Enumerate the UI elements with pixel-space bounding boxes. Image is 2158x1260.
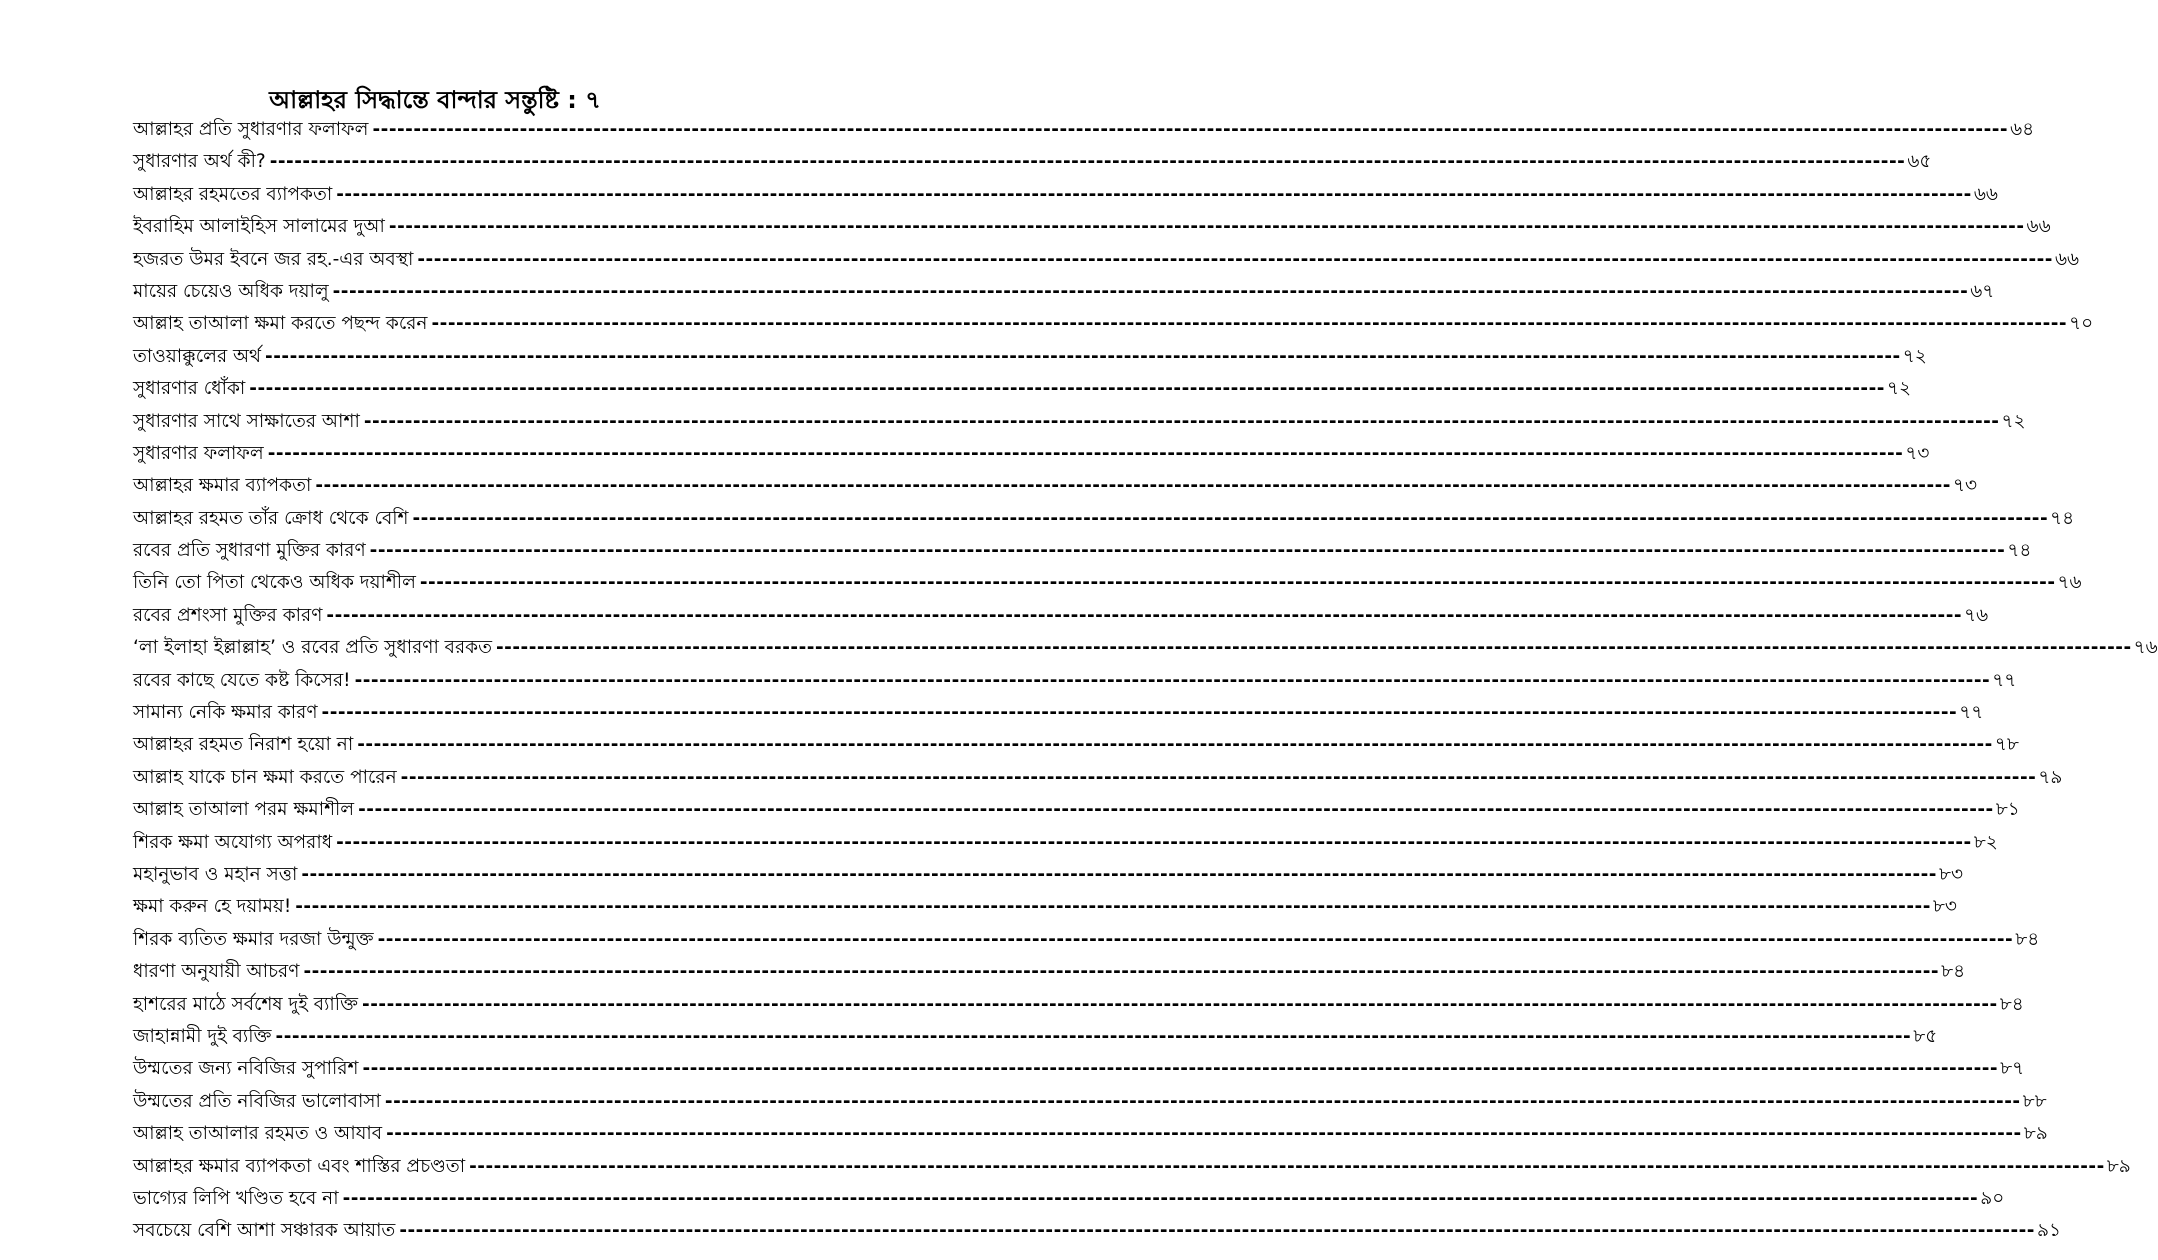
toc-leader-dashes: -------------------------------------------------------------------------------------------------------------------------------------------------------------------------------------------------------- (417, 248, 2053, 270)
toc-entry-title: সুধারণার অর্থ কী? (133, 151, 266, 173)
toc-entry-page-number: ৬৬ (2055, 248, 2080, 270)
toc-entry-title: শিরক ক্ষমা অযোগ্য অপরাধ (133, 831, 333, 853)
toc-leader-dashes: -------------------------------------------------------------------------------------------------------------------------------------------------------------------------------------------------------- (326, 604, 1963, 626)
toc-leader-dashes: -------------------------------------------------------------------------------------------------------------------------------------------------------------------------------------------------------- (336, 183, 1972, 205)
toc-entry-title: ‘লা ইলাহা ইল্লাল্লাহ’ ও রবের প্রতি সুধারণা বরকত (133, 637, 492, 659)
toc-leader-dashes: -------------------------------------------------------------------------------------------------------------------------------------------------------------------------------------------------------- (275, 1025, 1912, 1047)
toc-entry-page-number: ৬৫ (1907, 151, 1932, 173)
toc-entry-title: তাওয়াক্কুলের অর্থ (133, 345, 262, 367)
toc-entry (133, 1215, 2061, 1247)
toc-entry (133, 438, 1930, 470)
toc-leader-dashes: -------------------------------------------------------------------------------------------------------------------------------------------------------------------------------------------------------- (363, 410, 2000, 432)
toc-entry-page-number: ৮৪ (2015, 928, 2040, 950)
toc-entry-page-number: ৮৯ (2106, 1155, 2131, 1177)
toc-entry (133, 503, 2075, 535)
toc-entry-page-number: ৭২ (1902, 345, 1927, 367)
toc-entry-title: হাশরের মাঠে সর্বশেষ দুই ব্যাক্তি (133, 993, 359, 1015)
toc-leader-dashes: -------------------------------------------------------------------------------------------------------------------------------------------------------------------------------------------------------- (372, 119, 2009, 140)
toc-leader-dashes: -------------------------------------------------------------------------------------------------------------------------------------------------------------------------------------------------------- (362, 993, 1998, 1015)
toc-entry (133, 373, 1912, 405)
toc-entry-page-number: ৮৯ (2023, 1123, 2048, 1145)
toc-entry-page-number: ৭৭ (1992, 669, 2017, 691)
toc-entry-title: সুধারণার ফলাফল (133, 442, 264, 464)
toc-entry-page-number: ৭২ (1886, 378, 1912, 400)
toc-entry-page-number: ৭৪ (2050, 507, 2075, 529)
toc-entry (133, 406, 2026, 438)
toc-entry (133, 211, 2051, 243)
toc-leader-dashes: -------------------------------------------------------------------------------------------------------------------------------------------------------------------------------------------------------- (400, 766, 2037, 788)
toc-leader-dashes: -------------------------------------------------------------------------------------------------------------------------------------------------------------------------------------------------------- (399, 1220, 2035, 1242)
toc-entry-page-number: ৭৩ (1905, 442, 1930, 464)
toc-leader-dashes: -------------------------------------------------------------------------------------------------------------------------------------------------------------------------------------------------------- (377, 928, 2014, 950)
toc-entry-page-number: ৮৪ (1941, 961, 1966, 983)
toc-leader-dashes: -------------------------------------------------------------------------------------------------------------------------------------------------------------------------------------------------------- (358, 799, 1994, 821)
toc-entry-page-number: ৯০ (1980, 1187, 2005, 1209)
toc-entry-title: উম্মতের প্রতি নবিজির ভালোবাসা (133, 1090, 381, 1112)
toc-entry (133, 244, 2080, 276)
toc-entry-title: আল্লাহর রহমত নিরাশ হয়ো না (133, 734, 354, 756)
toc-leader-dashes: -------------------------------------------------------------------------------------------------------------------------------------------------------------------------------------------------------- (267, 442, 1904, 464)
toc-entry (133, 179, 1998, 211)
toc-leader-dashes: -------------------------------------------------------------------------------------------------------------------------------------------------------------------------------------------------------- (249, 378, 1885, 400)
toc-entry-title: হজরত উমর ইবনে জর রহ.-এর অবস্থা (133, 248, 414, 270)
toc-entry-page-number: ৭৪ (2007, 540, 2032, 562)
toc-entry-page-number: ৭৩ (1953, 475, 1978, 497)
toc-entry (133, 794, 2020, 826)
toc-leader-dashes: -------------------------------------------------------------------------------------------------------------------------------------------------------------------------------------------------------- (332, 280, 1969, 302)
toc-leader-dashes: -------------------------------------------------------------------------------------------------------------------------------------------------------------------------------------------------------- (354, 669, 1991, 691)
toc-leader-dashes: -------------------------------------------------------------------------------------------------------------------------------------------------------------------------------------------------------- (357, 734, 1993, 756)
toc-entry-title: মায়ের চেয়েও অধিক দয়ালু (133, 280, 329, 302)
toc-entry-title: ইবরাহিম আলাইহিস সালামের দুআ (133, 216, 385, 238)
toc-leader-dashes: -------------------------------------------------------------------------------------------------------------------------------------------------------------------------------------------------------- (265, 345, 1901, 367)
toc-leader-dashes: -------------------------------------------------------------------------------------------------------------------------------------------------------------------------------------------------------- (301, 863, 1937, 885)
toc-entry-title: সবচেয়ে বেশি আশা সঞ্চারক আয়াত (133, 1220, 396, 1242)
toc-entry-page-number: ৯১ (2036, 1220, 2061, 1242)
toc-entry-page-number: ৮৮ (2022, 1090, 2047, 1112)
toc-entry (133, 1183, 2005, 1215)
toc-leader-dashes: -------------------------------------------------------------------------------------------------------------------------------------------------------------------------------------------------------- (315, 475, 1951, 497)
toc-entry-page-number: ৮৭ (2000, 1058, 2025, 1080)
toc-entry (133, 276, 1995, 308)
toc-entry (133, 924, 2040, 956)
toc-leader-dashes: -------------------------------------------------------------------------------------------------------------------------------------------------------------------------------------------------------- (269, 151, 1906, 173)
toc-leader-dashes: -------------------------------------------------------------------------------------------------------------------------------------------------------------------------------------------------------- (362, 1058, 1999, 1080)
toc-entry-title: ভাগ্যের লিপি খণ্ডিত হবে না (133, 1187, 339, 1209)
toc-entry-title: জাহান্নামী দুই ব্যক্তি (133, 1025, 272, 1047)
toc-entry-page-number: ৭৬ (2057, 572, 2082, 594)
toc-leader-dashes: -------------------------------------------------------------------------------------------------------------------------------------------------------------------------------------------------------- (321, 702, 1958, 724)
toc-entry (133, 859, 1964, 891)
toc-entry-title: ধারণা অনুযায়ী আচরণ (133, 961, 300, 983)
toc-leader-dashes: -------------------------------------------------------------------------------------------------------------------------------------------------------------------------------------------------------- (336, 831, 1972, 853)
toc-entry-title: সামান্য নেকি ক্ষমার কারণ (133, 702, 318, 724)
toc-leader-dashes: -------------------------------------------------------------------------------------------------------------------------------------------------------------------------------------------------------- (369, 540, 2006, 562)
toc-entry-title: আল্লাহর ক্ষমার ব্যাপকতা এবং শাস্তির প্রচণ্ডতা (133, 1155, 466, 1177)
toc-entry (133, 891, 1957, 923)
toc-entry (133, 470, 1978, 502)
toc-entry (133, 827, 1998, 859)
toc-leader-dashes: -------------------------------------------------------------------------------------------------------------------------------------------------------------------------------------------------------- (419, 572, 2056, 594)
toc-entry-page-number: ৮৩ (1938, 863, 1964, 885)
toc-entry-title: তিনি তো পিতা থেকেও অধিক দয়াশীল (133, 572, 416, 594)
toc-entry (133, 632, 2158, 664)
toc-entry-page-number: ৭২ (2001, 410, 2026, 432)
toc-entry-page-number: ৬৬ (2026, 216, 2051, 238)
toc-entry (133, 1053, 2025, 1085)
toc-entry (133, 341, 1927, 373)
toc-entry (133, 114, 2035, 146)
toc-entry-title: আল্লাহ তাআলা পরম ক্ষমাশীল (133, 799, 355, 821)
toc-entry-title: মহানুভাব ও মহান সত্তা (133, 863, 298, 885)
toc-entry (133, 729, 2019, 761)
toc-entry-title: শিরক ব্যতিত ক্ষমার দরজা উন্মুক্ত (133, 928, 374, 950)
toc-entry-title: রবের কাছে যেতে কষ্ট কিসের! (133, 669, 351, 691)
toc-entry (133, 600, 1989, 632)
toc-entry-title: আল্লাহ তাআলার রহমত ও আযাব (133, 1123, 383, 1145)
toc-leader-dashes: -------------------------------------------------------------------------------------------------------------------------------------------------------------------------------------------------------- (386, 1123, 2022, 1145)
toc-entry-title: উম্মতের জন্য নবিজির সুপারিশ (133, 1058, 359, 1080)
toc-entry-page-number: ৭৭ (1959, 702, 1984, 724)
toc-entry (133, 665, 2017, 697)
toc-entry (133, 535, 2032, 567)
toc-entry (133, 146, 1932, 178)
toc-entry-page-number: ৬৪ (2010, 119, 2035, 140)
toc-entry (133, 1118, 2048, 1150)
toc-leader-dashes: -------------------------------------------------------------------------------------------------------------------------------------------------------------------------------------------------------- (303, 961, 1940, 983)
toc-leader-dashes: -------------------------------------------------------------------------------------------------------------------------------------------------------------------------------------------------------- (431, 313, 2068, 335)
toc-entry-page-number: ৮৪ (1999, 993, 2024, 1015)
toc-entry-title: সুধারণার সাথে সাক্ষাতের আশা (133, 410, 360, 432)
toc-leader-dashes: -------------------------------------------------------------------------------------------------------------------------------------------------------------------------------------------------------- (495, 637, 2132, 659)
toc-entry (133, 1021, 1938, 1053)
toc-entry (133, 762, 2063, 794)
page-header: আল্লাহর সিদ্ধান্তে বান্দার সন্তুষ্টি : ৭ (269, 86, 601, 114)
toc-entry-page-number: ৭৬ (2133, 637, 2158, 659)
toc-entry-title: আল্লাহর প্রতি সুধারণার ফলাফল (133, 119, 369, 140)
toc-entry-page-number: ৮১ (1995, 799, 2020, 821)
toc-entry (133, 697, 1984, 729)
table-of-contents (133, 114, 2158, 1248)
toc-entry-page-number: ৬৭ (1970, 280, 1995, 302)
toc-entry-title: রবের প্রশংসা মুক্তির কারণ (133, 604, 323, 626)
toc-entry (133, 1086, 2047, 1118)
toc-entry (133, 1151, 2131, 1183)
toc-entry-title: আল্লাহ তাআলা ক্ষমা করতে পছন্দ করেন (133, 313, 428, 335)
toc-entry-title: রবের প্রতি সুধারণা মুক্তির কারণ (133, 540, 366, 562)
toc-entry-title: আল্লাহর রহমত তাঁর ক্রোধ থেকে বেশি (133, 507, 409, 529)
toc-entry (133, 567, 2082, 599)
toc-leader-dashes: -------------------------------------------------------------------------------------------------------------------------------------------------------------------------------------------------------- (469, 1155, 2105, 1177)
toc-entry (133, 989, 2024, 1021)
toc-leader-dashes: -------------------------------------------------------------------------------------------------------------------------------------------------------------------------------------------------------- (384, 1090, 2021, 1112)
toc-entry-page-number: ৮৩ (1932, 896, 1957, 918)
toc-leader-dashes: -------------------------------------------------------------------------------------------------------------------------------------------------------------------------------------------------------- (412, 507, 2049, 529)
toc-entry-page-number: ৭৯ (2038, 766, 2063, 788)
toc-entry (133, 956, 1966, 988)
toc-entry-title: আল্লাহর ক্ষমার ব্যাপকতা (133, 475, 312, 497)
toc-entry-page-number: ৭৬ (1964, 604, 1989, 626)
toc-leader-dashes: -------------------------------------------------------------------------------------------------------------------------------------------------------------------------------------------------------- (295, 896, 1931, 918)
toc-entry-title: সুধারণার ধোঁকা (133, 378, 246, 400)
toc-entry-title: ক্ষমা করুন হে দয়াময়! (133, 896, 292, 918)
toc-entry-page-number: ৮২ (1973, 831, 1998, 853)
toc-entry (133, 308, 2094, 340)
toc-entry-page-number: ৬৬ (1973, 183, 1998, 205)
toc-entry-page-number: ৮৫ (1913, 1025, 1938, 1047)
toc-entry-title: আল্লাহ যাকে চান ক্ষমা করতে পারেন (133, 766, 397, 788)
toc-entry-page-number: ৭০ (2069, 313, 2094, 335)
toc-entry-title: আল্লাহর রহমতের ব্যাপকতা (133, 183, 333, 205)
toc-entry-page-number: ৭৮ (1994, 734, 2019, 756)
toc-leader-dashes: -------------------------------------------------------------------------------------------------------------------------------------------------------------------------------------------------------- (388, 216, 2025, 238)
toc-leader-dashes: -------------------------------------------------------------------------------------------------------------------------------------------------------------------------------------------------------- (342, 1187, 1979, 1209)
